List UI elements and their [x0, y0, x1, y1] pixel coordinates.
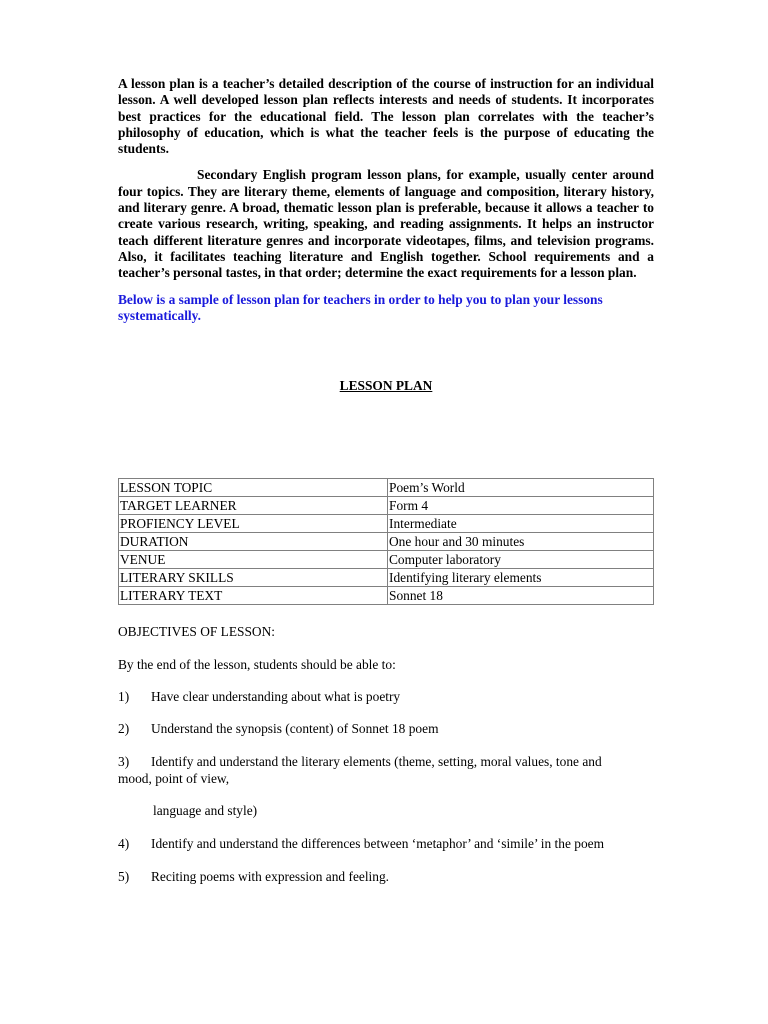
item-text: Identify and understand the differences between ‘metaphor’ and ‘simile’ in the poem [151, 836, 605, 851]
list-item-continuation: language and style) [153, 803, 258, 818]
item-number: 5) [118, 869, 130, 884]
table-row [119, 551, 654, 569]
table-row [119, 515, 654, 533]
row-value: Form 4 [388, 497, 654, 515]
list-item [118, 688, 678, 705]
row-label: LITERARY SKILLS [119, 569, 388, 587]
item-text: Identify and understand the literary elements (theme, setting, moral values, tone and mood, point of view, [118, 754, 602, 786]
sample-note: Below is a sample of lesson plan for teachers in order to help you to plan your lessons systematically. [118, 291, 603, 323]
item-number: 3) [118, 754, 130, 769]
row-value: Intermediate [388, 515, 654, 533]
row-value: One hour and 30 minutes [388, 533, 654, 551]
table-row [119, 569, 654, 587]
row-label: PROFIENCY LEVEL [119, 515, 388, 533]
intro-section [118, 76, 654, 396]
row-label: LITERARY TEXT [119, 587, 388, 605]
item-number: 4) [118, 836, 130, 851]
item-number: 2) [118, 721, 130, 736]
row-value: Identifying literary elements [388, 569, 654, 587]
item-text: Reciting poems with expression and feeling. [151, 869, 390, 884]
row-label: TARGET LEARNER [119, 497, 388, 515]
list-item [118, 720, 678, 737]
row-label: LESSON TOPIC [119, 479, 388, 497]
list-item [118, 835, 678, 852]
row-value: Sonnet 18 [388, 587, 654, 605]
intro-paragraph-2: Secondary English program lesson plans, for example, usually center around four topics. They are literary theme, elements of language and composition, literary history, and literary genre. A broad, thematic lesson plan is preferable, because it allows a teacher to create various research, writing, speaking, and reading assignments. It helps an instructor teach different literature genres and incorporate videotapes, films, and television programs. Also, it facilitates teaching literature and English together. School requirements and a teacher’s personal tastes, in that order; determine the exact requirements for a lesson plan. [118, 167, 654, 281]
row-label: DURATION [119, 533, 388, 551]
item-number: 1) [118, 689, 130, 704]
item-text: Understand the synopsis (content) of Sonnet 18 poem [151, 721, 439, 736]
row-value: Computer laboratory [388, 551, 654, 569]
objectives-lead: By the end of the lesson, students should be able to: [118, 657, 396, 672]
lesson-plan-table [118, 478, 654, 605]
objectives-heading: OBJECTIVES OF LESSON: [118, 624, 275, 639]
table-row [119, 479, 654, 497]
row-label: VENUE [119, 551, 388, 569]
row-value: Poem’s World [388, 479, 654, 497]
list-item [118, 753, 638, 787]
item-text: Have clear understanding about what is poetry [151, 689, 401, 704]
lesson-plan-title: LESSON PLAN [339, 378, 433, 394]
list-item [118, 868, 678, 885]
intro-paragraph-1: A lesson plan is a teacher’s detailed description of the course of instruction for an individual lesson. A well developed lesson plan reflects interests and needs of students. It incorporates best practices for the educational field. The lesson plan correlates with the teacher’s philosophy of education, which is what the teacher feels is the purpose of educating the students. [118, 76, 654, 157]
table-row [119, 497, 654, 515]
table-row [119, 587, 654, 605]
table-row [119, 533, 654, 551]
